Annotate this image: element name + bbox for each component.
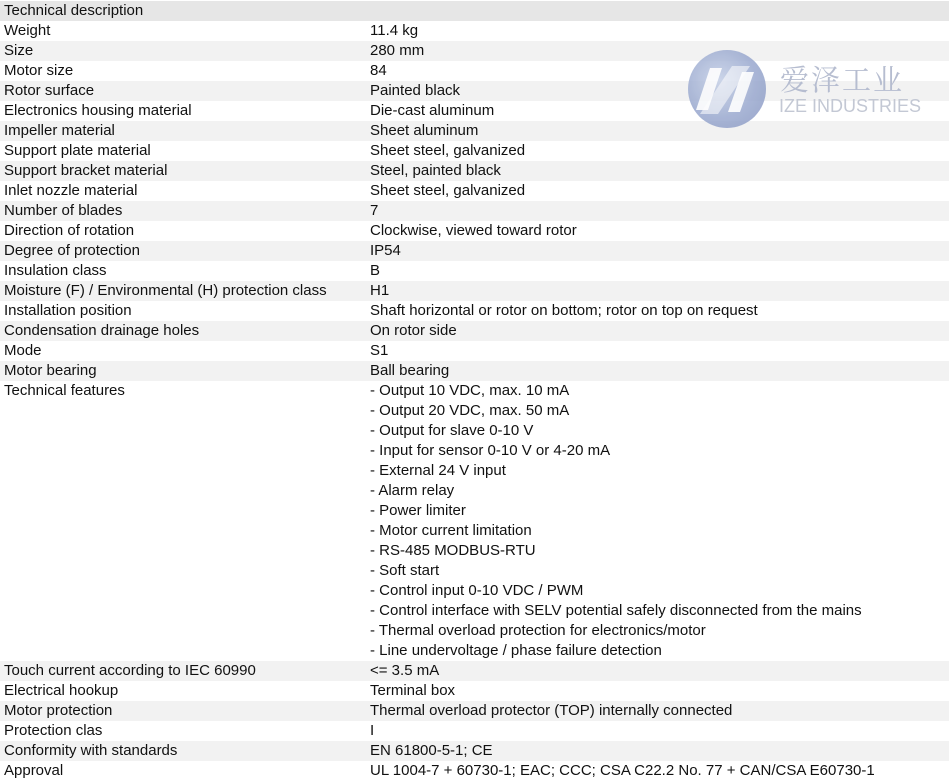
row-value: Ball bearing — [370, 362, 450, 379]
row-label: Conformity with standards — [4, 742, 178, 759]
row-value: 280 mm — [370, 42, 425, 59]
row-label: Electrical hookup — [4, 682, 119, 699]
ize-logo-icon — [688, 50, 766, 128]
table-row — [0, 141, 949, 161]
row-value: IP54 — [370, 242, 401, 259]
spec-rows-after — [0, 661, 949, 781]
row-value: Sheet aluminum — [370, 122, 479, 139]
table-row — [0, 181, 949, 201]
row-label: Support plate material — [4, 142, 151, 159]
feature-item: - Output 20 VDC, max. 50 mA — [370, 402, 570, 419]
row-value: 11.4 kg — [370, 22, 419, 39]
ize-watermark-logo — [688, 50, 928, 130]
row-label: Installation position — [4, 302, 132, 319]
technical-features-row — [0, 381, 949, 661]
row-label: Weight — [4, 22, 51, 39]
row-label: Inlet nozzle material — [4, 182, 138, 199]
row-value: S1 — [370, 342, 389, 359]
feature-item: - External 24 V input — [370, 462, 506, 479]
feature-item: - Alarm relay — [370, 482, 455, 499]
row-value: Sheet steel, galvanized — [370, 142, 526, 159]
features-list — [370, 381, 949, 661]
row-label: Motor size — [4, 62, 74, 79]
feature-item: - Control interface with SELV potential safely disconnected from the mains — [370, 602, 862, 619]
table-row — [0, 201, 949, 221]
row-label: Size — [4, 42, 34, 59]
table-row — [0, 661, 949, 681]
row-label: Approval — [4, 762, 64, 779]
row-label: Condensation drainage holes — [4, 322, 200, 339]
table-row — [0, 281, 949, 301]
row-label: Electronics housing material — [4, 102, 192, 119]
table-row — [0, 701, 949, 721]
table-row — [0, 161, 949, 181]
row-value: Shaft horizontal or rotor on bottom; rotor on top on request — [370, 302, 758, 319]
row-value: UL 1004-7 + 60730-1; EAC; CCC; CSA C22.2 No. 77 + CAN/CSA E60730-1 — [370, 762, 875, 779]
row-value: Steel, painted black — [370, 162, 501, 179]
row-value: Sheet steel, galvanized — [370, 182, 526, 199]
row-label: Moisture (F) / Environmental (H) protection class — [4, 282, 327, 299]
table-header-row — [0, 1, 949, 21]
feature-item: - Control input 0-10 VDC / PWM — [370, 582, 584, 599]
row-value: On rotor side — [370, 322, 457, 339]
feature-item: - Power limiter — [370, 502, 466, 519]
row-value: 84 — [370, 62, 387, 79]
table-row — [0, 741, 949, 761]
row-value: EN 61800-5-1; CE — [370, 742, 493, 759]
feature-item: - Output for slave 0-10 V — [370, 422, 534, 439]
row-value: Painted black — [370, 82, 461, 99]
row-value: <= 3.5 mA — [370, 662, 440, 679]
row-value: I — [370, 722, 375, 739]
table-row — [0, 261, 949, 281]
row-value: Thermal overload protector (TOP) internally connected — [370, 702, 733, 719]
logo-chinese-name: 爱泽工业 — [780, 63, 905, 97]
feature-item: - Output 10 VDC, max. 10 mA — [370, 382, 570, 399]
row-value: B — [370, 262, 381, 279]
row-value: 7 — [370, 202, 379, 219]
table-row — [0, 21, 949, 41]
row-label: Technical features — [4, 382, 125, 399]
row-label: Degree of protection — [4, 242, 140, 259]
feature-item: - Line undervoltage / phase failure detection — [370, 642, 662, 659]
table-row — [0, 321, 949, 341]
row-label: Number of blades — [4, 202, 123, 219]
row-label: Direction of rotation — [4, 222, 135, 239]
feature-item: - Soft start — [370, 562, 440, 579]
table-row — [0, 301, 949, 321]
logo-english-name: IZE INDUSTRIES — [779, 96, 922, 116]
row-label: Impeller material — [4, 122, 115, 139]
feature-item: - Input for sensor 0-10 V or 4-20 mA — [370, 442, 611, 459]
row-value: Terminal box — [370, 682, 456, 699]
row-label: Motor protection — [4, 702, 113, 719]
table-row — [0, 361, 949, 381]
row-value: Clockwise, viewed toward rotor — [370, 222, 577, 239]
row-value: Die-cast aluminum — [370, 102, 495, 119]
row-value: H1 — [370, 282, 390, 299]
table-row — [0, 241, 949, 261]
table-row — [0, 221, 949, 241]
feature-item: - Thermal overload protection for electronics/motor — [370, 622, 706, 639]
row-label: Insulation class — [4, 262, 107, 279]
table-row — [0, 681, 949, 701]
feature-item: - RS-485 MODBUS-RTU — [370, 542, 536, 559]
row-label: Support bracket material — [4, 162, 168, 179]
row-label: Touch current according to IEC 60990 — [4, 662, 256, 679]
table-row — [0, 341, 949, 361]
table-row — [0, 721, 949, 741]
row-label: Rotor surface — [4, 82, 95, 99]
row-label: Mode — [4, 342, 42, 359]
feature-item: - Motor current limitation — [370, 522, 532, 539]
row-label: Motor bearing — [4, 362, 97, 379]
table-title: Technical description — [4, 2, 144, 19]
row-label: Protection clas — [4, 722, 103, 739]
table-row — [0, 761, 949, 781]
